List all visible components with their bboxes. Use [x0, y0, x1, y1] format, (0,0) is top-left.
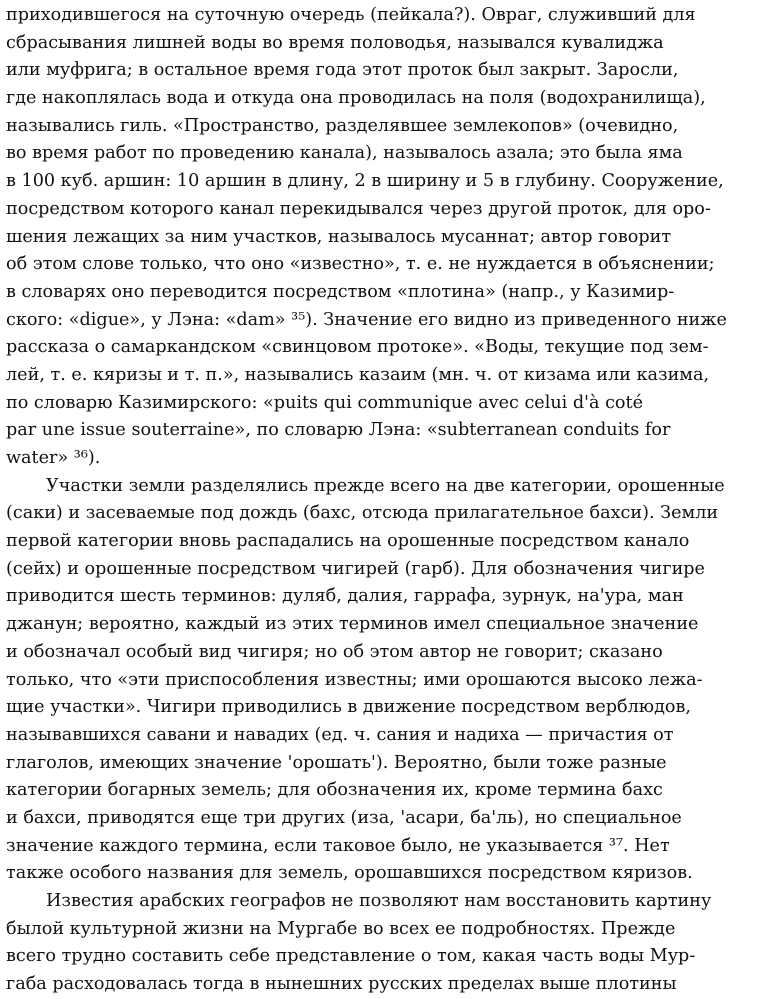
text-line: приводится шесть терминов: дуляб, далия, гаррафа, зурнук, на'ура, ман [6, 586, 684, 607]
paragraph-1 [6, 2, 758, 473]
text-line: в словарях оно переводится посредством «плотина» (напр., у Казимир- [6, 281, 675, 302]
text-line: назывались гиль. «Пространство, разделявшее землекопов» (очевидно, [6, 115, 679, 136]
text-line: об этом слове только, что оно «известно», т. е. не нуждается в объяснении; [6, 254, 715, 275]
text-line: лей, т. е. кяризы и т. п.», назывались казаим (мн. ч. от кизама или казима, [6, 364, 710, 385]
text-line: шения лежащих за ним участков, называлось мусаннат; автор говорит [6, 226, 672, 247]
text-line: глаголов, имеющих значение 'орошать'). Вероятно, были тоже разные [6, 752, 667, 773]
text-line: габа расходовалась тогда в нынешних русских пределах выше плотины [6, 974, 677, 995]
text-line: также особого названия для земель, орошавшихся посредством кяризов. [6, 863, 693, 884]
text-line: первой категории вновь распадались на орошенные посредством канало [6, 531, 690, 552]
text-line: называвшихся савани и навадих (ед. ч. сания и надиха — причастия от [6, 724, 674, 745]
text-line: всего трудно составить себе представление о том, какая часть воды Мур- [6, 946, 696, 967]
text-line: значение каждого термина, если таковое было, не указывается ³⁷. Нет [6, 835, 670, 856]
text-line: par une issue souterraine», по словарю Лэна: «subterranean conduits for [6, 420, 671, 441]
text-line: во время работ по проведению канала), называлось азала; это была яма [6, 143, 683, 164]
text-line: (саки) и засеваемые под дождь (бахс, отсюда прилагательное бахси). Земли [6, 503, 719, 524]
text-line: где накоплялась вода и откуда она проводилась на поля (водохранилища), [6, 88, 706, 109]
text-line: и обозначал особый вид чигиря; но об этом автор не говорит; сказано [6, 641, 663, 662]
text-line: сбрасывания лишней воды во время половодья, назывался кувалиджа [6, 32, 664, 53]
paragraph-3 [6, 888, 758, 999]
text-line: (сейх) и орошенные посредством чигирей (гарб). Для обозначения чигире [6, 558, 705, 579]
text-line: приходившегося на суточную очередь (пейкала?). Овраг, служивший для [6, 5, 696, 25]
text-line: water» ³⁶). [6, 448, 101, 468]
text-line: джанун; вероятно, каждый из этих терминов имел специальное значение [6, 614, 699, 635]
text-line: былой культурной жизни на Мургабе во всех ее подробностях. Прежде [6, 918, 676, 939]
text-line: щие участки». Чигири приводились в движение посредством верблюдов, [6, 697, 692, 718]
text-line: и бахси, приводятся еще три других (иза, 'асари, ба'ль), но специальное [6, 807, 682, 828]
text-line: посредством которого канал перекидывался через другой проток, для оро- [6, 198, 711, 219]
text-line: категории богарных земель; для обозначения их, кроме термина бахс [6, 780, 663, 801]
text-line: или муфрига; в остальное время года этот проток был закрыт. Заросли, [6, 60, 679, 81]
paragraph-2 [6, 473, 758, 888]
text-line: Участки земли разделялись прежде всего на две категории, орошенные [46, 475, 725, 496]
text-line: по словарю Казимирского: «puits qui communique avec celui d'à coté [6, 392, 644, 413]
text-line: только, что «эти приспособления известны; ими орошаются высоко лежа- [6, 669, 703, 690]
text-line: в 100 куб. аршин: 10 аршин в длину, 2 в ширину и 5 в глубину. Сооружение, [6, 171, 724, 192]
text-line: Известия арабских географов не позволяют нам восстановить картину [46, 891, 712, 911]
text-line: ского: «digue», у Лэна: «dam» ³⁵). Значение его видно из приведенного ниже [6, 309, 727, 330]
text-line: рассказа о самаркандском «свинцовом протоке». «Воды, текущие под зем- [6, 337, 709, 358]
